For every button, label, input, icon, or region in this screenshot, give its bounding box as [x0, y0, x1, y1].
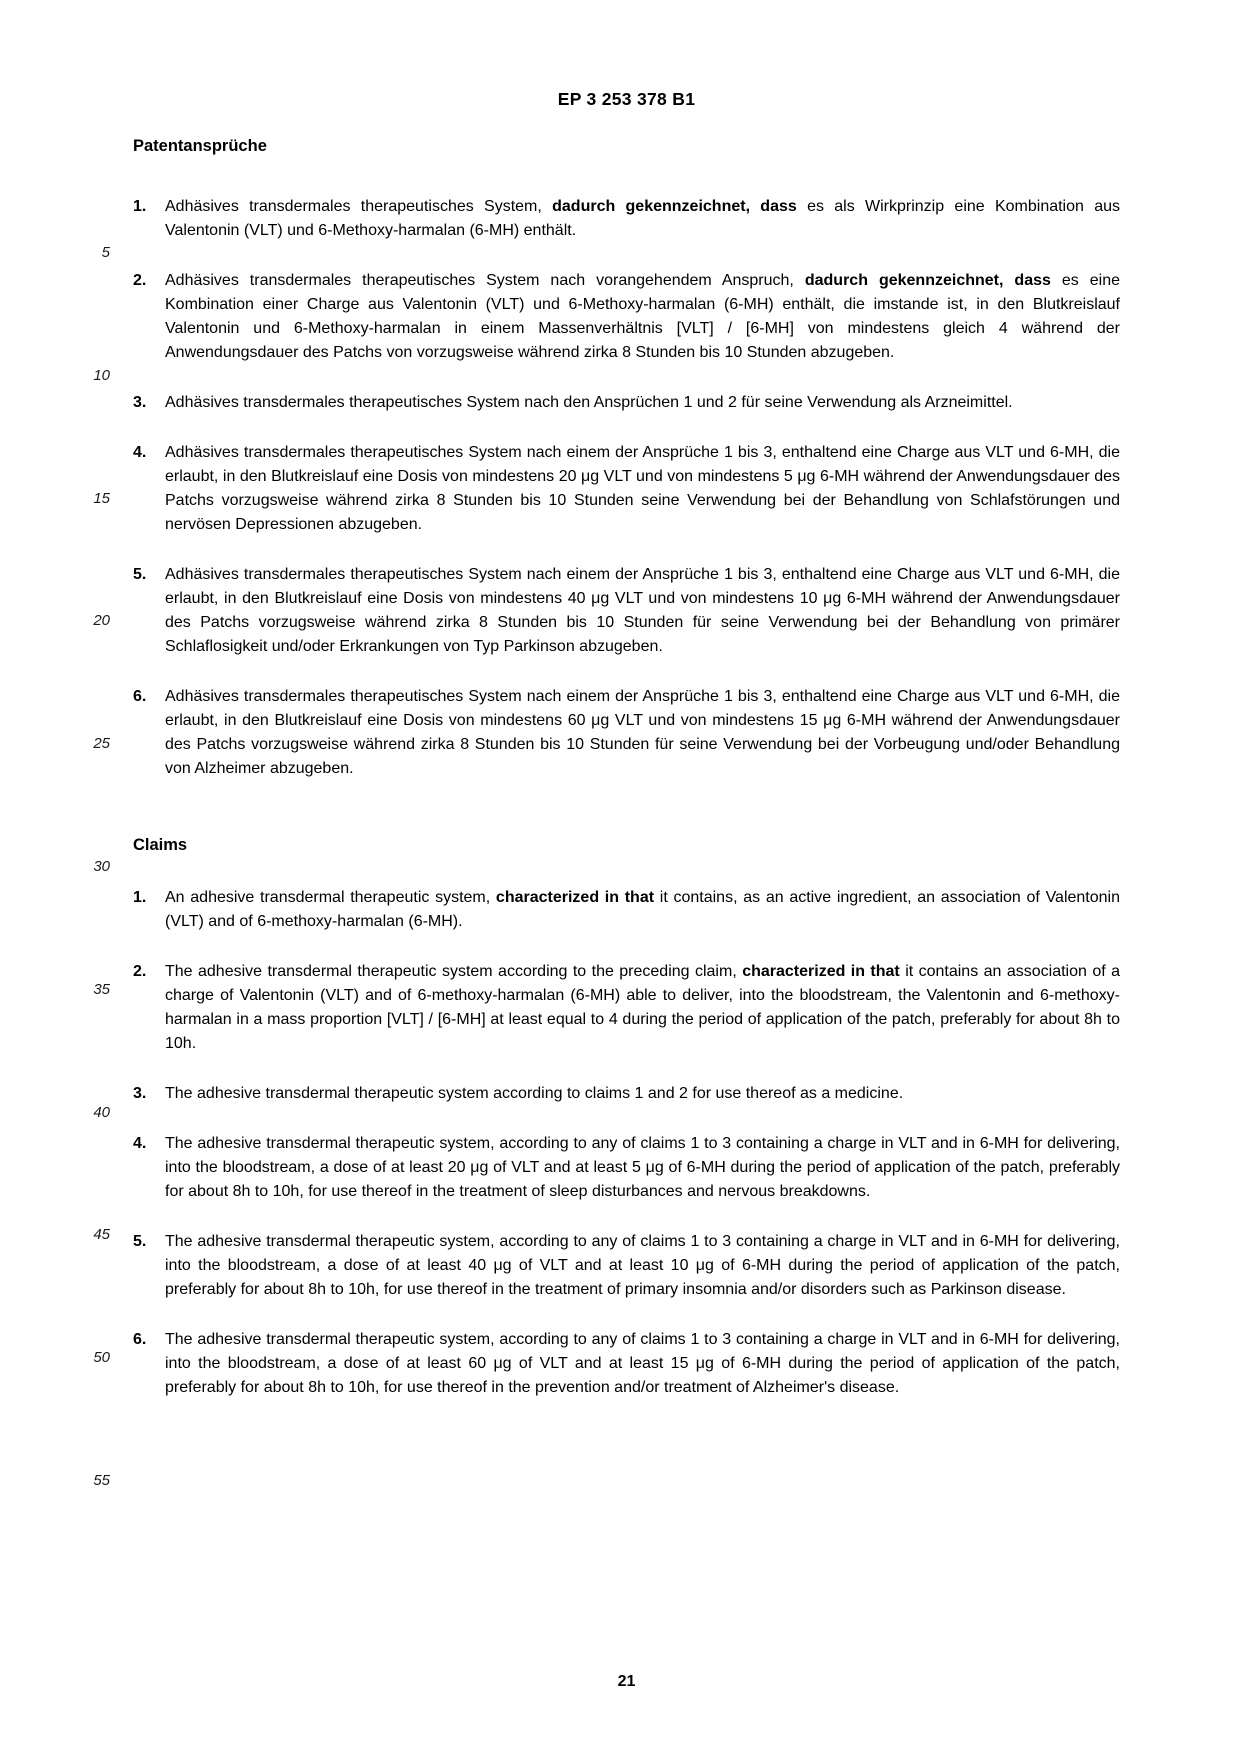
line-number: 30 — [93, 858, 110, 875]
claim-text: The adhesive transdermal therapeutic system, according to any of claims 1 to 3 containing a charge in VLT and in 6-MH for delivering, into the bloodstream, a dose of at least 60 μg of VLT and at least 15 μg of 6-MH during the period of application of the patch, preferably for about 8h to 10h, for use thereof in the prevention and/or treatment of Alzheimer's disease. — [165, 1331, 1120, 1396]
claim-text: The adhesive transdermal therapeutic system according to claims 1 and 2 for use thereof as a medicine. — [165, 1085, 904, 1102]
claim-number: 1. — [133, 198, 147, 215]
line-number: 25 — [93, 735, 110, 752]
claim-number: 6. — [133, 1331, 147, 1348]
line-number: 35 — [93, 981, 110, 998]
line-number: 20 — [93, 612, 110, 629]
line-number: 40 — [93, 1104, 110, 1121]
claim-text: Adhäsives transdermales therapeutisches System nach einem der Ansprüche 1 bis 3, enthaltend eine Charge aus VLT und 6-MH, die erlaubt, in den Blutkreislauf eine Dosis von mindestens 60 μg VLT und von mindestens 15 μg 6-MH während der Anwendungsdauer des Patchs vorzugsweise während zirka 8 Stunden bis 10 Stunden für seine Verwendung bei der Vorbeugung und/oder Behandlung von Alzheimer abzugeben. — [165, 688, 1120, 777]
claim-text: Adhäsives transdermales therapeutisches System nach vorangehendem Anspruch, dadurch gekennzeichnet, dass es eine Kombination einer Charge aus Valentonin (VLT) und 6-Methoxy-harmalan (6-MH) enthält, die imstande ist, in den Blutkreislauf Valentonin und 6-Methoxy-harmalan in einem Massenverhältnis [VLT] / [6-MH] von mindestens gleich 4 während der Anwendungsdauer des Patchs von vorzugsweise während zirka 8 Stunden bis 10 Stunden abzugeben. — [165, 272, 1121, 361]
claim-text: The adhesive transdermal therapeutic system, according to any of claims 1 to 3 containing a charge in VLT and in 6-MH for delivering, into the bloodstream, a dose of at least 40 μg of VLT and at least 10 μg of 6-MH during the period of application of the patch, preferably for about 8h to 10h, for use thereof in the treatment of primary insomnia and/or disorders such as Parkinson disease. — [165, 1233, 1120, 1298]
claims-list-english — [133, 886, 1120, 1400]
claim-item — [133, 886, 1120, 934]
claim-number: 5. — [133, 1233, 147, 1250]
claim-text: Adhäsives transdermales therapeutisches System nach den Ansprüchen 1 und 2 für seine Verwendung als Arzneimittel. — [165, 394, 1013, 411]
page-content — [133, 0, 1120, 1426]
claim-item — [133, 195, 1120, 243]
section-heading-claims: Claims — [133, 836, 188, 854]
line-number: 10 — [93, 367, 110, 384]
line-number: 45 — [93, 1226, 110, 1243]
page-number: 21 — [617, 1673, 636, 1690]
claim-number: 4. — [133, 444, 147, 461]
document-number: EP 3 253 378 B1 — [557, 89, 696, 109]
claim-item — [133, 685, 1120, 781]
claim-number: 6. — [133, 688, 147, 705]
section-heading-patentansprueche: Patentansprüche — [133, 137, 267, 155]
claim-item — [133, 269, 1120, 365]
claim-number: 1. — [133, 889, 147, 906]
claim-item — [133, 563, 1120, 659]
claim-text: The adhesive transdermal therapeutic system, according to any of claims 1 to 3 containing a charge in VLT and in 6-MH for delivering, into the bloodstream, a dose of at least 20 μg of VLT and at least 5 μg of 6-MH during the period of application of the patch, preferably for about 8h to 10h, for use thereof in the treatment of sleep disturbances and nervous breakdowns. — [165, 1135, 1120, 1200]
claim-text: The adhesive transdermal therapeutic system according to the preceding claim, characterized in that it contains an association of a charge of Valentonin (VLT) and of 6-methoxy-harmalan (6-MH) able to deliver, into the bloodstream, the Valentonin and 6-methoxy-harmalan in a mass proportion [VLT] / [6-MH] at least equal to 4 during the period of application of the patch, preferably for about 8h to 10h. — [165, 963, 1120, 1052]
claim-text: Adhäsives transdermales therapeutisches System, dadurch gekennzeichnet, dass es als Wirkprinzip eine Kombination aus Valentonin (VLT) und 6-Methoxy-harmalan (6-MH) enthält. — [165, 198, 1120, 239]
claim-item — [133, 1230, 1120, 1302]
line-number: 15 — [93, 490, 110, 507]
claim-item — [133, 441, 1120, 537]
claim-number: 4. — [133, 1135, 147, 1152]
line-number: 55 — [93, 1472, 110, 1489]
line-number: 50 — [93, 1349, 110, 1366]
claim-item — [133, 1132, 1120, 1204]
claim-number: 5. — [133, 566, 147, 583]
claim-number: 3. — [133, 1085, 147, 1102]
line-number: 5 — [101, 244, 110, 261]
claim-text: Adhäsives transdermales therapeutisches System nach einem der Ansprüche 1 bis 3, enthaltend eine Charge aus VLT und 6-MH, die erlaubt, in den Blutkreislauf eine Dosis von mindestens 40 μg VLT und von mindestens 10 μg 6-MH während der Anwendungsdauer des Patchs vorzugsweise während zirka 8 Stunden bis 10 Stunden für seine Verwendung bei der Behandlung von primärer Schlaflosigkeit und/oder Erkrankungen von Typ Parkinson abzugeben. — [165, 566, 1120, 655]
claim-item — [133, 1328, 1120, 1400]
section-claims — [133, 836, 1120, 1400]
claim-number: 3. — [133, 394, 147, 411]
claim-item — [133, 960, 1120, 1056]
claim-text: An adhesive transdermal therapeutic system, characterized in that it contains, as an active ingredient, an association of Valentonin (VLT) and of 6-methoxy-harmalan (6-MH). — [165, 889, 1121, 930]
claim-item — [133, 1082, 1120, 1106]
section-patentansprueche — [133, 137, 1120, 781]
claim-text: Adhäsives transdermales therapeutisches System nach einem der Ansprüche 1 bis 3, enthaltend eine Charge aus VLT und 6-MH, die erlaubt, in den Blutkreislauf eine Dosis von mindestens 20 μg VLT und von mindestens 5 μg 6-MH während der Anwendungsdauer des Patchs vorzugsweise während zirka 8 Stunden bis 10 Stunden seine Verwendung bei der Behandlung von Schlafstörungen und nervösen Depressionen abzugeben. — [165, 444, 1120, 533]
claims-list-german — [133, 195, 1120, 781]
claim-number: 2. — [133, 272, 147, 289]
claim-item — [133, 391, 1120, 415]
claim-number: 2. — [133, 963, 147, 980]
